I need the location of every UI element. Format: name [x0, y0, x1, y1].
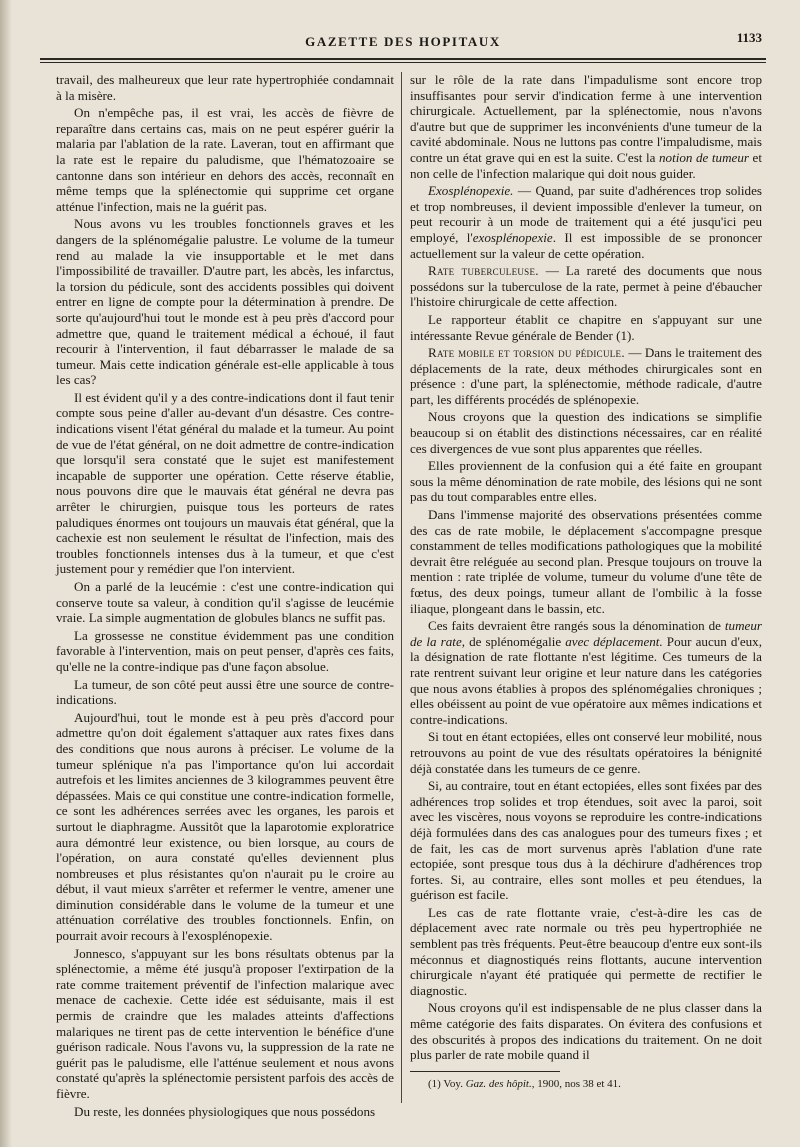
page-binding-shadow [0, 0, 12, 1147]
paragraph: La grossesse ne constitue évidemment pas une condition favorable à l'intervention, mais on peut penser, d'après ces faits, qu'elle ne la contre-indique pas d'une façon absolue. [56, 627, 394, 674]
paragraph: La tumeur, de son côté peut aussi être une source de contre-indications. [56, 676, 394, 708]
page-number: 1133 [736, 30, 762, 45]
left-column [56, 72, 394, 1119]
paragraph: sur le rôle de la rate dans l'impadulisme sont encore trop insuffisantes pour servir d'indication ferme à une intervention chirurgicale. Actuellement, par la splénectomie, nous n'avons d'autre but que de supprimer les inconvénients d'une tumeur de la cavité abdominale. Nous ne luttons pas contre l'impaludisme, mais contre un état grave qui en est la suite. C'est la notion de tumeur et non celle de l'infection malarique qui doit nous guider. [410, 72, 762, 181]
paragraph: Dans l'immense majorité des observations présentées comme des cas de rate mobile, le déplacement s'accompagne presque constamment de telles modifications pathologiques que la mobilité devrait être reléguée au second plan. Presque toujours on trouve la mention : rate triplée de volume, tumeur du volume d'une tête de fœtus, des deux poings, tumeur allant de l'ombilic à la fosse iliaque, plongeant dans le bassin, etc. [410, 507, 762, 616]
paragraph: Nous avons vu les troubles fonctionnels graves et les dangers de la splénomégalie palustre. Le volume de la tumeur rend au malade la vie insupportable et le met dans l'impossibilité de travailler. D'autre part, les abcès, les infarctus, la torsion du pédicule, sont des accidents possibles qui doivent entrer en ligne de compte pour la détermination à prendre. De sorte qu'aujourd'hui tout le monde est à peu près d'accord pour admettre que, quand le traitement médical a échoué, il faut recourir à l'intervention, il faut débarrasser le malade de sa tumeur. Mais cette indication générale est-elle applicable à tous les cas? [56, 216, 394, 388]
paragraph-exosplenopexie: Exosplénopexie. — Quand, par suite d'adhérences trop solides et trop nombreuses, il devient impossible d'enlever la tumeur, on peut recourir à un mode de traitement qui a été jusqu'ici peu employé, l'exosplénopexie. Il est impossible de se prononcer actuellement sur la valeur de cette opération. [410, 183, 762, 261]
paragraph: On a parlé de la leucémie : c'est une contre-indication qui conserve toute sa valeur, à condition qu'il s'agisse de leucémie vraie. La simple augmentation de globules blancs ne suffit pas. [56, 579, 394, 626]
paragraph: Les cas de rate flottante vraie, c'est-à-dire les cas de déplacement avec rate normale ou très peu hypertrophiée ne semblent pas très fréquents. Peut-être beaucoup d'entre eux sont-ils méconnus et diagnostiqués reins flottants, aucune intervention chirurgicale n'ayant été pratiquée qui permette de rectifier le diagnostic. [410, 904, 762, 998]
paragraph: travail, des malheureux que leur rate hypertrophiée condamnait à la misère. [56, 72, 394, 103]
paragraph: Le rapporteur établit ce chapitre en s'appuyant sur une intéressante Revue générale de Bender (1). [410, 311, 762, 343]
journal-title: GAZETTE DES HOPITAUX [305, 34, 501, 49]
paragraph: Aujourd'hui, tout le monde est à peu près d'accord pour admettre qu'on doit également s'attaquer aux rates fixes dans des conditions que nous aurons à préciser. Le volume de la tumeur splénique n'a pas l'importance qu'on lui accordait autrefois et les limites anciennes de 3 kilogrammes peuvent être dépassées. Mais ce qui constitue une contre-indication formelle, ce sont les adhérences serrées avec les organes, les parois et surtout le diaphragme. Aussitôt que la laparotomie exploratrice aura démontré leur existence, ou bien lorsque, au cours de l'opération, on aura constaté qu'elles deviennent plus nombreuses et plus résistantes qu'on n'aurait pu le croire au début, il vaut mieux s'arrêter et refermer le ventre, amener une diminution considérable dans le volume de la tumeur et une atténuation corrélative des troubles fonctionnels. Enfin, on pourrait avoir recours à l'exosplénopexie. [56, 709, 394, 944]
paragraph: Jonnesco, s'appuyant sur les bons résultats obtenus par la splénectomie, a même été jusqu'à proposer l'extirpation de la rate comme traitement préventif de l'infection malarique avec menace de cachexie. Cette idée est séduisante, mais il est permis de craindre que les malades atteints d'affections malariques ne tirent pas de cette intervention le bénéfice d'une guérison radicale. Nous l'avons vu, la suppression de la rate ne guérit pas le paludisme, elle l'atténue seulement et nous avons constaté qu'après la splénectomie persistent parfois des accès de fièvre. [56, 945, 394, 1101]
section-rate-tuberculeuse: Rate tuberculeuse. — La rareté des documents que nous possédons sur la tuberculose de la rate, permet à peine d'ébaucher l'histoire chirurgicale de cette affection. [410, 263, 762, 310]
footnote-rule [410, 1071, 560, 1072]
paragraph: Ces faits devraient être rangés sous la dénomination de tumeur de la rate, de splénomégalie avec déplacement. Pour aucun d'eux, la désignation de rate flottante n'est légitime. Ces tumeurs de la rate rentrent suivant leur origine et leur nature dans les catégories que nous avons établies à propos des splénomégalies chroniques ; elles obéissent au point de vue opératoire aux mêmes indications et contre-indications. [410, 618, 762, 727]
paragraph: Du reste, les données physiologiques que nous possédons [74, 1103, 376, 1119]
paragraph: Si, au contraire, tout en étant ectopiées, elles sont fixées par des adhérences trop solides et trop étendues, soit avec la paroi, soit avec les viscères, nous voyons se reproduire les contre-indications déjà formulées dans des cas analogues pour des tumeurs fixes ; et de fait, les cas de mort survenus après l'ablation d'une rate ectopiée, sont presque tous dus à la déchirure d'adhérences trop fortes. Si, au contraire, elles sont molles et peu étendues, la guérison est facile. [410, 778, 762, 903]
page-header [40, 28, 766, 56]
paragraph: Si tout en étant ectopiées, elles ont conservé leur mobilité, nous retrouvons au point de vue des résultats opératoires la bénignité déjà constatée dans les tumeurs de ce genre. [410, 729, 762, 776]
right-column [410, 72, 762, 1107]
paragraph: On n'empêche pas, il est vrai, les accès de fièvre de reparaître dans certains cas, mais on ne peut espérer guérir la malaria par l'ablation de la rate. Laveran, tout en affirmant que la rate est le repaire du paludisme, que l'hématozoaire se cantonne dans son intérieur en dehors des accès, reconnaît en même temps que la splénectomie qui supprime cet organe atténue l'infection, mais ne la guérit pas. [56, 105, 394, 214]
footnote: (1) Voy. Gaz. des hôpit., 1900, nos 38 et 41. [428, 1077, 621, 1090]
column-divider [401, 72, 402, 1103]
header-rule [40, 58, 766, 60]
paragraph: Elles proviennent de la confusion qui a été faite en groupant sous la même dénomination de rate mobile, des lésions qui ne sont pas du tout comparables entre elles. [410, 458, 762, 505]
paragraph: Nous croyons que la question des indications se simplifie beaucoup si on établit des distinctions nécessaires, car en réalité ces divergences de vue sont plus apparentes que réelles. [410, 409, 762, 456]
header-rule-thin [40, 62, 766, 63]
paragraph: Il est évident qu'il y a des contre-indications dont il faut tenir compte sous peine d'aller au-devant d'un désastre. Ces contre-indications visent l'état général du malade et la tumeur. Au point de vue de l'état général, on ne doit admettre de contre-indication que lorsqu'il sera constaté que le sujet est manifestement incapable de supporter une opération. Cette réserve établie, nous pouvons dire que le mauvais état général ne devra pas arrêter le chirurgien, puisque tous les porteurs de rates paludiques énormes ont toujours un mauvais état général, que la cachexie est non seulement le résultat de l'infection, mais des troubles fonctionnels intenses dus à la tumeur, et que c'est justement pour y remédier que l'on intervient. [56, 389, 394, 577]
section-rate-mobile: Rate mobile et torsion du pédicule. — Dans le traitement des déplacements de la rate, deux méthodes chirurgicales sont en présence : d'une part, la splénectomie, méthode radicale, d'autre part, les différents procédés de splénopexie. [410, 345, 762, 407]
paragraph: Nous croyons qu'il est indispensable de ne plus classer dans la même catégorie des faits disparates. On évitera des confusions et des obscurités à propos des indications du traitement. On ne doit plus parler de rate mobile quand il [410, 1000, 762, 1063]
